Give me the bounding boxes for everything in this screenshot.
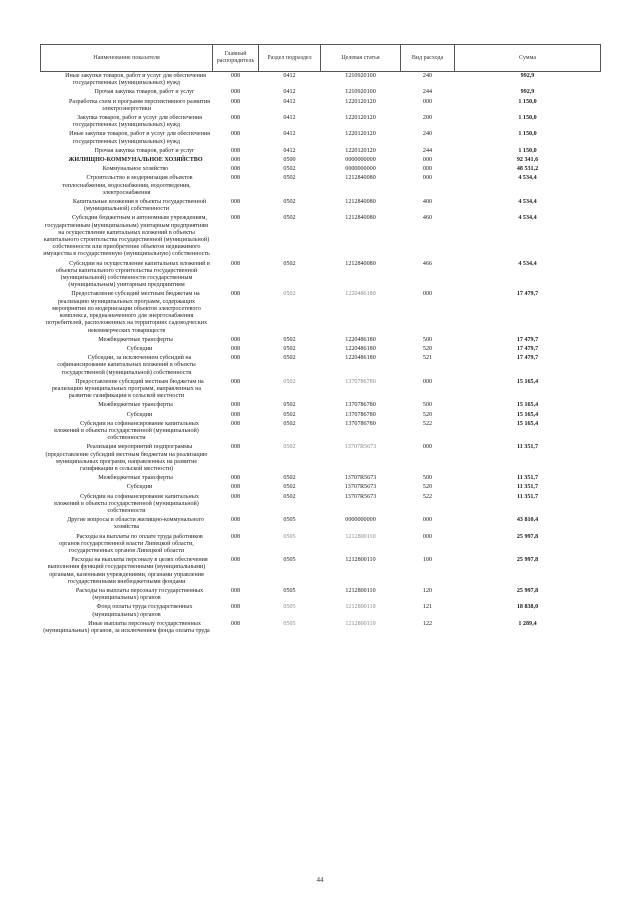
row-admin: 008 xyxy=(230,336,241,343)
header-admin: Главный распорядитель xyxy=(213,45,259,72)
row-admin: 008 xyxy=(230,355,241,362)
table-row xyxy=(41,411,601,420)
row-article: 0000000000 xyxy=(345,157,376,164)
row-section: 0502 xyxy=(283,336,296,343)
row-admin: 008 xyxy=(230,493,241,500)
row-section: 0502 xyxy=(283,402,296,409)
row-admin: 008 xyxy=(230,475,241,482)
row-name: Строительство и модернизация объектов теплоснабжения, водоснабжения, водоотведения, электроснабжения xyxy=(62,175,193,196)
row-sum: 15 165,4 xyxy=(516,378,539,385)
row-article: 1212840080 xyxy=(345,260,376,267)
table-row xyxy=(41,516,601,532)
row-type: 521 xyxy=(422,355,433,362)
row-admin: 008 xyxy=(230,260,241,267)
row-sum: 1 150,0 xyxy=(518,98,537,105)
budget-table xyxy=(40,44,601,636)
row-name: Расходы на выплаты персоналу государственных (муниципальных) органов xyxy=(75,588,204,602)
table-row xyxy=(41,290,601,335)
row-type: 520 xyxy=(422,345,433,352)
row-article: 0000000000 xyxy=(345,166,376,173)
row-type: 000 xyxy=(422,291,433,298)
row-section: 0502 xyxy=(283,493,296,500)
row-admin: 008 xyxy=(230,98,241,105)
row-section: 0500 xyxy=(283,157,296,164)
row-admin: 008 xyxy=(230,402,241,409)
table-row xyxy=(41,72,601,89)
table-row xyxy=(41,443,601,474)
row-section: 0412 xyxy=(283,73,296,79)
row-admin: 008 xyxy=(230,73,241,79)
row-admin: 008 xyxy=(230,157,241,164)
row-sum: 11 351,7 xyxy=(517,484,538,491)
table-row xyxy=(41,620,601,636)
row-article: 1220120120 xyxy=(345,147,376,154)
table-row xyxy=(41,493,601,517)
row-type: 000 xyxy=(422,517,433,524)
row-admin: 008 xyxy=(230,215,241,222)
row-sum: 92 341,6 xyxy=(516,157,539,164)
row-type: 500 xyxy=(422,402,433,409)
row-article: 1220486180 xyxy=(345,355,376,362)
row-type: 200 xyxy=(422,115,433,122)
row-sum: 25 997,8 xyxy=(516,533,539,540)
row-admin: 008 xyxy=(230,115,241,122)
page-number: 44 xyxy=(316,876,324,884)
row-section: 0502 xyxy=(283,260,296,267)
header-name: Наименование показателя xyxy=(41,45,213,72)
row-name: Субсидии на софинансирование капитальных вложений в объекты государственной (муниципальной) собственности xyxy=(54,420,199,442)
row-sum: 1 150,0 xyxy=(518,115,537,122)
row-section: 0505 xyxy=(283,533,296,540)
row-name: Предоставление субсидий местным бюджетам на реализацию муниципальных программ, направленных на развитие газификации в сельской местности xyxy=(51,378,204,400)
table-row xyxy=(41,98,601,114)
table-row xyxy=(41,147,601,156)
row-sum: 25 997,8 xyxy=(516,588,539,594)
row-name: Субсидии xyxy=(126,345,153,352)
row-type: 244 xyxy=(422,89,433,96)
row-section: 0502 xyxy=(283,355,296,362)
row-type: 240 xyxy=(422,131,433,138)
row-admin: 008 xyxy=(230,588,241,594)
row-section: 0505 xyxy=(283,557,296,564)
row-article: 1212800110 xyxy=(345,604,376,611)
row-article: 1212800110 xyxy=(345,620,376,627)
row-type: 522 xyxy=(422,420,433,427)
row-admin: 008 xyxy=(230,89,241,96)
row-article: 1220486180 xyxy=(345,291,376,298)
table-row xyxy=(41,198,601,214)
row-admin: 008 xyxy=(230,420,241,427)
row-name: Межбюджетные трансферты xyxy=(98,475,173,482)
row-article: 13707R5673 xyxy=(344,444,377,451)
row-type: 000 xyxy=(422,98,433,105)
table-row xyxy=(41,603,601,619)
table-row xyxy=(41,420,601,444)
row-section: 0502 xyxy=(283,420,296,427)
row-article: 1220120120 xyxy=(345,98,376,105)
row-admin: 008 xyxy=(230,147,241,154)
row-admin: 008 xyxy=(230,411,241,418)
row-admin: 008 xyxy=(230,444,241,451)
row-sum: 18 838,0 xyxy=(516,604,539,611)
row-admin: 008 xyxy=(230,484,241,491)
row-section: 0502 xyxy=(283,411,296,418)
row-article: 1370786780 xyxy=(345,411,376,418)
row-article: 13707R5673 xyxy=(344,475,377,482)
row-admin: 008 xyxy=(230,345,241,352)
row-sum: 1 150,0 xyxy=(518,131,537,138)
row-sum: 17 479,7 xyxy=(516,355,539,362)
row-name: Субсидии бюджетным и автономным учреждениям, государственным (муниципальным) унитарным предприятиям на осуществление капитальных вложений в объекты капитального строительства государственной (муниципальной) собственности или приобретение объектов недвижимого имущества в государственную (муниципальную) собственность xyxy=(43,215,210,258)
row-section: 0505 xyxy=(283,517,296,524)
row-name: Субсидии на софинансирование капитальных вложений в объекты государственной (муниципальной) собственности xyxy=(54,493,199,514)
row-article: 1210920100 xyxy=(345,89,376,96)
table-row xyxy=(41,556,601,587)
row-article: 1212840080 xyxy=(345,199,376,206)
row-type: 000 xyxy=(422,533,433,540)
row-sum: 17 479,7 xyxy=(516,291,539,298)
row-admin: 008 xyxy=(230,175,241,182)
row-name: Разработка схем и программ перспективного развития электроэнергетики xyxy=(69,98,210,112)
row-section: 0505 xyxy=(283,588,296,594)
row-type: 122 xyxy=(422,620,433,627)
row-admin: 008 xyxy=(230,517,241,524)
row-name: Фонд оплаты труда государственных (муниципальных) органов xyxy=(92,604,193,618)
row-sum: 992,9 xyxy=(520,73,535,79)
row-name: ЖИЛИЩНО-КОММУНАЛЬНОЕ ХОЗЯЙСТВО xyxy=(68,157,203,164)
row-sum: 11 351,7 xyxy=(517,493,538,500)
row-name: Субсидии xyxy=(126,484,153,491)
row-type: 000 xyxy=(422,444,433,451)
table-row xyxy=(41,214,601,259)
row-sum: 17 479,7 xyxy=(516,336,539,343)
row-section: 0412 xyxy=(283,147,296,154)
row-article: 1212840080 xyxy=(345,215,376,222)
row-name: Реализация мероприятий подпрограммы (предоставление субсидий местным бюджетам на реализацию муниципальных программ, направленных на развитие газификации в сельской местности) xyxy=(45,444,208,472)
row-name: Прочая закупка товаров, работ и услуг xyxy=(94,147,195,154)
row-name: Межбюджетные трансферты xyxy=(98,336,173,343)
row-sum: 4 534,4 xyxy=(518,215,537,222)
row-admin: 008 xyxy=(230,533,241,540)
row-article: 1370786780 xyxy=(345,420,376,427)
row-article: 1212800110 xyxy=(345,557,376,564)
row-article: 13707R5673 xyxy=(344,493,377,500)
row-name: Коммунальное хозяйство xyxy=(102,166,169,173)
row-article: 1220486180 xyxy=(345,345,376,352)
row-section: 0502 xyxy=(283,444,296,451)
row-article: 13707R5673 xyxy=(344,484,377,491)
row-name: Межбюджетные трансферты xyxy=(98,402,173,409)
row-admin: 008 xyxy=(230,378,241,385)
row-section: 0502 xyxy=(283,484,296,491)
row-article: 1370786780 xyxy=(345,402,376,409)
row-article: 1212800110 xyxy=(345,588,376,594)
header-section: Раздел подраздел xyxy=(259,45,321,72)
row-article: 1370786780 xyxy=(345,378,376,385)
row-section: 0412 xyxy=(283,89,296,96)
row-section: 0412 xyxy=(283,98,296,105)
row-type: 240 xyxy=(422,73,433,79)
table-row xyxy=(41,474,601,483)
row-sum: 1 150,0 xyxy=(518,147,537,154)
row-type: 500 xyxy=(422,475,433,482)
row-article: 1220120120 xyxy=(345,131,376,138)
header-sum: Сумма xyxy=(455,45,601,72)
row-sum: 15 165,4 xyxy=(516,411,539,418)
row-name: Другие вопросы в области жилищно-коммунального хозяйства xyxy=(67,517,204,531)
header-type: Вид расхода xyxy=(401,45,455,72)
table-row xyxy=(41,483,601,492)
row-type: 100 xyxy=(422,557,433,564)
row-name: Субсидии xyxy=(126,411,153,418)
row-name: Прочая закупка товаров, работ и услуг xyxy=(94,89,195,96)
row-admin: 008 xyxy=(230,131,241,138)
row-type: 460 xyxy=(422,215,433,222)
row-sum: 992,9 xyxy=(520,89,535,96)
row-section: 0502 xyxy=(283,345,296,352)
row-admin: 008 xyxy=(230,557,241,564)
row-name: Расходы на выплаты по оплате труда работников органов государственной власти Липецкой области, государственных органов Липецкой области xyxy=(59,533,203,554)
row-name: Иные закупки товаров, работ и услуг для обеспечения государственных (муниципальных) нужд xyxy=(69,131,210,145)
table-header-row xyxy=(41,45,601,72)
row-type: 000 xyxy=(422,175,433,182)
table-row xyxy=(41,174,601,198)
table-row xyxy=(41,378,601,402)
row-type: 000 xyxy=(422,166,433,173)
row-type: 120 xyxy=(422,588,433,594)
row-sum: 4 534,4 xyxy=(518,260,537,267)
row-type: 244 xyxy=(422,147,433,154)
table-row xyxy=(41,260,601,291)
table-row xyxy=(41,114,601,130)
row-article: 1210920100 xyxy=(345,73,376,79)
row-section: 0505 xyxy=(283,604,296,611)
row-admin: 008 xyxy=(230,620,241,627)
row-sum: 25 997,8 xyxy=(516,557,539,564)
row-sum: 11 351,7 xyxy=(517,475,538,482)
row-type: 000 xyxy=(422,378,433,385)
row-section: 0502 xyxy=(283,199,296,206)
row-sum: 15 165,4 xyxy=(516,420,539,427)
row-sum: 15 165,4 xyxy=(516,402,539,409)
row-type: 400 xyxy=(422,199,433,206)
table-row xyxy=(41,88,601,97)
row-name: Закупка товаров, работ и услуг для обеспечения государственных (муниципальных) нужд xyxy=(72,115,202,129)
row-article: 1220486180 xyxy=(345,336,376,343)
header-article: Целевая статья xyxy=(321,45,401,72)
row-sum: 4 534,4 xyxy=(518,175,537,182)
table-row xyxy=(41,156,601,165)
row-section: 0502 xyxy=(283,291,296,298)
row-admin: 008 xyxy=(230,604,241,611)
row-article: 1212800110 xyxy=(345,533,376,540)
table-row xyxy=(41,345,601,354)
row-section: 0502 xyxy=(283,175,296,182)
table-row xyxy=(41,165,601,174)
table-body xyxy=(41,72,601,637)
row-admin: 008 xyxy=(230,166,241,173)
row-type: 466 xyxy=(422,260,433,267)
row-article: 0000000000 xyxy=(345,517,376,524)
row-name: Капитальные вложения в объекты государственной (муниципальной) собственности xyxy=(72,199,207,213)
row-sum: 17 479,7 xyxy=(516,345,539,352)
table-row xyxy=(41,336,601,345)
row-name: Субсидии на осуществление капитальных вложений в объекты капитального строительства государственной (муниципальной) собственности государственным (муниципальным) унитарным предприятиям xyxy=(55,260,210,289)
row-article: 1220120120 xyxy=(345,115,376,122)
row-section: 0505 xyxy=(283,620,296,627)
row-sum: 11 351,7 xyxy=(517,444,538,451)
row-section: 0502 xyxy=(283,215,296,222)
row-name: Иные закупки товаров, работ и услуг для обеспечения государственных (муниципальных) нужд xyxy=(65,73,206,87)
table-row xyxy=(41,533,601,557)
row-article: 1212840080 xyxy=(345,175,376,182)
document-page xyxy=(40,44,600,636)
row-section: 0502 xyxy=(283,475,296,482)
row-sum: 4 534,4 xyxy=(518,199,537,206)
row-type: 121 xyxy=(422,604,433,611)
row-name: Субсидии, за исключением субсидий на софинансирование капитальных вложений в объекты государственной (муниципальной) собственности xyxy=(57,355,196,376)
row-type: 522 xyxy=(422,493,433,500)
row-admin: 008 xyxy=(230,291,241,298)
row-type: 520 xyxy=(422,411,433,418)
row-section: 0412 xyxy=(283,115,296,122)
row-type: 500 xyxy=(422,336,433,343)
row-sum: 43 810,4 xyxy=(516,517,539,524)
row-section: 0502 xyxy=(283,166,296,173)
table-row xyxy=(41,401,601,410)
row-name: Иные выплаты персоналу государственных (муниципальных) органов, за исключением фонда оплаты труда xyxy=(43,620,210,635)
row-type: 000 xyxy=(422,157,433,164)
table-row xyxy=(41,354,601,378)
row-section: 0502 xyxy=(283,378,296,385)
table-row xyxy=(41,130,601,146)
row-sum: 1 289,4 xyxy=(518,620,537,627)
row-name: Расходы на выплаты персоналу в целях обеспечения выполнения функций государственными (муниципальными) органами, казенными учреждениями, органами управления государственными внебюджетными фондами xyxy=(47,557,208,585)
table-row xyxy=(41,587,601,603)
row-section: 0412 xyxy=(283,131,296,138)
row-name: Предоставление субсидий местным бюджетам на реализацию муниципальных программ, содержащих мероприятия по модернизации объектов электросетевого комплекса, предназначенного для энергоснабжения потребителей, расположенных на территориях садоводческих некоммерческих товариществ xyxy=(46,291,207,334)
row-type: 520 xyxy=(422,484,433,491)
row-sum: 48 531,2 xyxy=(516,166,539,173)
row-admin: 008 xyxy=(230,199,241,206)
